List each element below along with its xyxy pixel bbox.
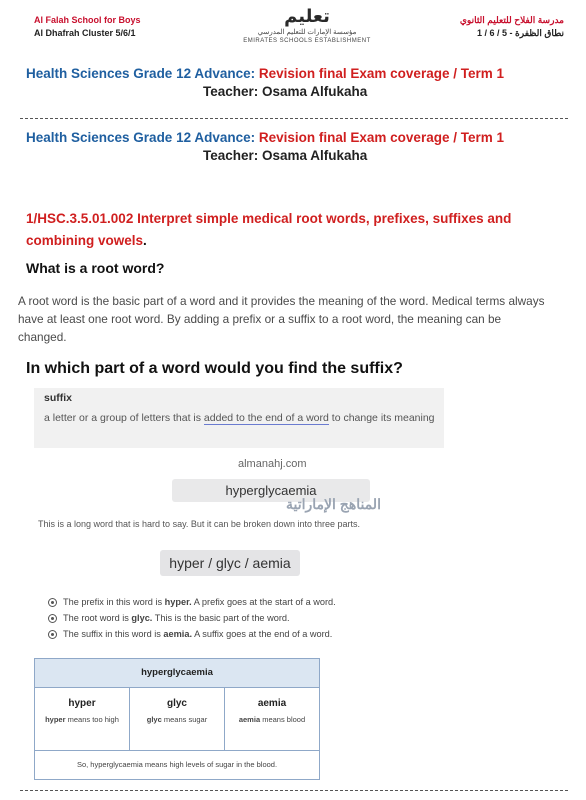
part-meaning bbox=[35, 715, 129, 724]
subject-label: Health Sciences Grade 12 Advance: bbox=[26, 130, 256, 145]
teacher-line-2: Teacher: Osama Alfukaha bbox=[203, 148, 368, 163]
table-header: hyperglycaemia bbox=[35, 659, 319, 688]
bullet-suffix bbox=[48, 626, 336, 642]
meaning-bold: hyper bbox=[45, 715, 66, 724]
def-underlined: added to the end of a word bbox=[203, 412, 329, 424]
watermark-arabic: المناهج الإماراتية bbox=[286, 496, 381, 512]
part-name: hyper bbox=[68, 698, 96, 709]
bullet-bold: glyc. bbox=[131, 613, 153, 623]
objective-text: 1/HSC.3.5.01.002 Interpret simple medical root words, prefixes, suffixes and combining vowels bbox=[26, 211, 512, 248]
bullet-post: A prefix goes at the start of a word. bbox=[191, 597, 336, 607]
table-cell-suffix bbox=[225, 688, 319, 750]
school-header-en bbox=[34, 14, 141, 40]
bullet-pre: The suffix in this word is bbox=[63, 629, 164, 639]
part-meaning bbox=[225, 715, 319, 724]
logo-arabic: مؤسسة الإمارات للتعليم المدرسي bbox=[257, 29, 357, 36]
def-after: to change its meaning bbox=[328, 412, 435, 424]
split-word-pill: hyper / glyc / aemia bbox=[160, 550, 300, 576]
meaning-text: means sugar bbox=[161, 715, 208, 724]
title-line-2 bbox=[26, 130, 504, 145]
cluster-name-en: Al Dhafrah Cluster 5/6/1 bbox=[34, 28, 136, 38]
radio-bullet-icon bbox=[48, 614, 57, 623]
table-footer: So, hyperglycaemia means high levels of sugar in the blood. bbox=[76, 760, 278, 769]
learning-objective bbox=[26, 208, 531, 252]
suffix-definition bbox=[44, 410, 439, 426]
part-name: glyc bbox=[166, 698, 187, 709]
meaning-text: means blood bbox=[260, 715, 306, 724]
radio-bullet-icon bbox=[48, 598, 57, 607]
meaning-bold: glyc bbox=[146, 715, 162, 724]
bullet-bold: aemia. bbox=[163, 629, 193, 639]
divider bbox=[20, 118, 568, 119]
part-meaning bbox=[130, 715, 224, 724]
ese-logo bbox=[236, 6, 378, 50]
bullet-post: This is the basic part of the word. bbox=[152, 613, 290, 623]
coverage-label: Revision final Exam coverage / Term 1 bbox=[258, 130, 504, 145]
suffix-term: suffix bbox=[44, 392, 73, 404]
example-word-pill: hyperglycaemia bbox=[172, 479, 370, 502]
cluster-name-ar: نطاق الظفرة - 5 / 6 / 1 bbox=[476, 28, 564, 38]
part-name: aemia bbox=[257, 698, 287, 709]
logo-mark: تعليم bbox=[284, 6, 330, 27]
meaning-text: means too high bbox=[65, 715, 119, 724]
logo-english: EMIRATES SCHOOLS ESTABLISHMENT bbox=[243, 38, 371, 44]
bullet-prefix bbox=[48, 594, 336, 610]
bullet-post: A suffix goes at the end of a word. bbox=[192, 629, 333, 639]
bullet-text bbox=[63, 626, 332, 642]
meaning-bold: aemia bbox=[238, 715, 261, 724]
suffix-question: In which part of a word would you find the suffix? bbox=[26, 360, 403, 377]
def-before: a letter or a group of letters that is bbox=[44, 412, 204, 424]
bullet-text bbox=[63, 610, 290, 626]
radio-bullet-icon bbox=[48, 630, 57, 639]
root-word-question: What is a root word? bbox=[26, 260, 165, 276]
word-parts-table bbox=[34, 658, 320, 780]
parts-bullet-list bbox=[48, 594, 336, 642]
teacher-line-1: Teacher: Osama Alfukaha bbox=[203, 84, 368, 99]
table-row bbox=[35, 688, 319, 751]
bullet-bold: hyper. bbox=[164, 597, 192, 607]
subject-label: Health Sciences Grade 12 Advance: bbox=[26, 66, 256, 81]
bullet-root bbox=[48, 610, 336, 626]
bullet-pre: The root word is bbox=[63, 613, 132, 623]
long-word-note: This is a long word that is hard to say. But it can be broken down into three parts. bbox=[38, 519, 361, 529]
coverage-label: Revision final Exam coverage / Term 1 bbox=[258, 66, 504, 81]
bottom-divider bbox=[20, 790, 568, 791]
bullet-pre: The prefix in this word is bbox=[63, 597, 165, 607]
bullet-text bbox=[63, 594, 336, 610]
root-word-answer: A root word is the basic part of a word and it provides the meaning of the word. Medical terms always have at least one root word. By adding a prefix or a suffix to a root word, the meaning can be changed. bbox=[18, 294, 545, 344]
table-cell-root bbox=[130, 688, 225, 750]
watermark-site: almanahj.com bbox=[238, 458, 307, 470]
suffix-definition-box bbox=[34, 388, 444, 448]
objective-period: . bbox=[143, 233, 147, 248]
school-header-ar bbox=[460, 14, 564, 40]
title-line-1 bbox=[26, 66, 504, 81]
school-name-ar: مدرسة الفلاح للتعليم الثانوي bbox=[459, 15, 564, 25]
school-name-en: Al Falah School for Boys bbox=[34, 15, 141, 25]
table-cell-prefix bbox=[35, 688, 130, 750]
